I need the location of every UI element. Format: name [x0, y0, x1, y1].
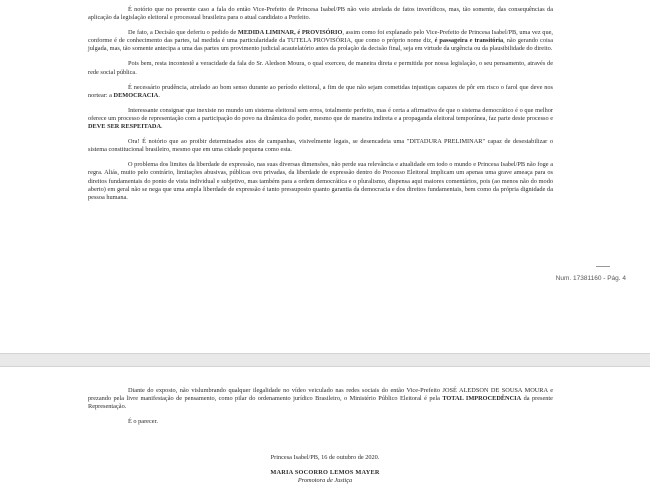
bold-text-segment: TOTAL IMPROCEDÊNCIA — [442, 395, 522, 403]
paragraph-p7 — [88, 161, 553, 201]
signer-name: MARIA SOCORRO LEMOS MAYER — [270, 469, 380, 476]
paragraph-q2 — [88, 418, 553, 426]
text-segment: Ora! É notório que ao proibir determinados atos de campanhas, visivelmente legais, se desencadeia uma "DITADURA PRELIMINAR" capaz de desestabilizar o sistema constitucional brasileiro, mesmo que em uma cidade pequena como esta. — [88, 138, 553, 154]
paragraph-p3 — [88, 60, 553, 76]
text-segment: . — [161, 123, 163, 131]
text-segment: da presente Representação. — [88, 395, 553, 411]
page-footer-number: Num. 17381160 - Pág. 4 — [555, 275, 626, 282]
text-segment: Interessante consignar que inexiste no mundo um sistema eleitoral sem erros, totalmente perfeito, mas é certa a afirmativa de que o sistema democrático é o que melhor oferece um processo de representação com a participação do povo na dinâmica do poder, mesmo que de maneira indireta e a propaganda eleitoral temporânea, faz parte deste processo e — [88, 106, 553, 122]
text-segment: De fato, a Decisão que deferiu o pedido de — [128, 29, 238, 37]
paragraph-p4 — [88, 84, 553, 100]
paragraph-p1 — [88, 6, 553, 22]
document-page-5 — [0, 367, 650, 488]
paragraph-p2 — [88, 29, 553, 53]
place-and-date: Princesa Isabel/PB, 16 de outubro de 2020. — [270, 454, 380, 461]
signer-role: Promotora de Justiça — [297, 477, 353, 484]
page-separator-top-line — [0, 353, 650, 354]
page-5-body — [88, 387, 553, 433]
page-4-body — [88, 6, 553, 209]
paragraph-p6 — [88, 138, 553, 154]
footer-rule — [596, 266, 610, 267]
text-segment: , não gerando coisa julgada, mas, tão somente antecipa a uma das partes um provimento judicial acautelatório antes da prolação da decisão final, seja em virtude da urgência ou da plausibilidade do direito. — [88, 37, 553, 53]
text-segment: É o parecer. — [128, 418, 158, 426]
bold-text-segment: MEDIDA LIMINAR, é PROVISÓRIO — [237, 29, 343, 37]
text-segment: Diante do exposto, não vislumbrando qualquer ilegalidade no vídeo veiculado nas redes sociais do então Vice-Prefeito — [128, 387, 443, 394]
bold-text-segment: DEMOCRACIA — [113, 91, 159, 99]
text-segment: O problema dos limites da liberdade de expressão, nas suas diversas dimensões, não perde sua relevância e atualidade em todo o mundo e Princesa Isabel/PB não foge a regra. Aliás, muito pelo contrário, limitações abusivas, públicas ovu privadas, da liberdade de expressão dentro do Processo Eleitoral implicam um apenas uma grave ameaça para os direitos fundamentais do ponto de vista individual e subjetivo, mas também para a ordem democrática e o pluralismo, dispensa aqui maiores comentários, pois (ao menos não do modo aberto) em geral não se nega que uma ampla liberdade de expressão é tanto pressuposto quanto garantia da democracia e dos direitos fundamentais, bem como da própria dignidade da pessoa humana. — [88, 161, 553, 201]
text-segment: e prezando pela livre manifestação de pensamento, como pilar do ordenamento jurídico Brasileiro, o Ministério Público Eleitoral é pela — [88, 387, 553, 403]
paragraph-p5 — [88, 107, 553, 131]
bold-text-segment: é passageira e transitória — [434, 37, 504, 45]
text-segment: Pois bem, resta incontestê a veracidade da fala do Sr. Aledson Moura, o qual exerceu, de maneira direta e permitida por nossa legislação, o seu pensamento, através de rede social pública. — [88, 60, 553, 76]
bold-text-segment: DEVE SER RESPEITADA — [88, 123, 162, 131]
text-segment: . — [158, 91, 160, 99]
page-separator — [0, 353, 650, 367]
text-segment: É notório que no presente caso a fala do então Vice-Prefeito de Princesa Isabel/PB não veio atrelada de fatos inverídicos, mas, tão somente, das consequências da aplicação da legislação eleitoral e processual brasileira para o atual candidato a Prefeito. — [88, 6, 553, 22]
paragraph-q1 — [88, 387, 553, 411]
text-segment: É necessário prudência, atrelado ao bom senso durante ao período eleitoral, a fim de que não sejam cometidas injustiças capazes de pôr em risco o farol que deve nos nortear: a — [88, 83, 553, 99]
text-segment: , assim como foi explanado pelo Vice-Prefeito de Princesa Isabel/PB, uma vez que, conforme é de conhecimento das partes, tal medida é uma particularidade da TUTELA PROVISÓRIA, que como o próprio nome diz, — [88, 29, 553, 45]
text-segment: JOSÉ ALEDSON DE SOUSA MOURA — [442, 387, 548, 394]
